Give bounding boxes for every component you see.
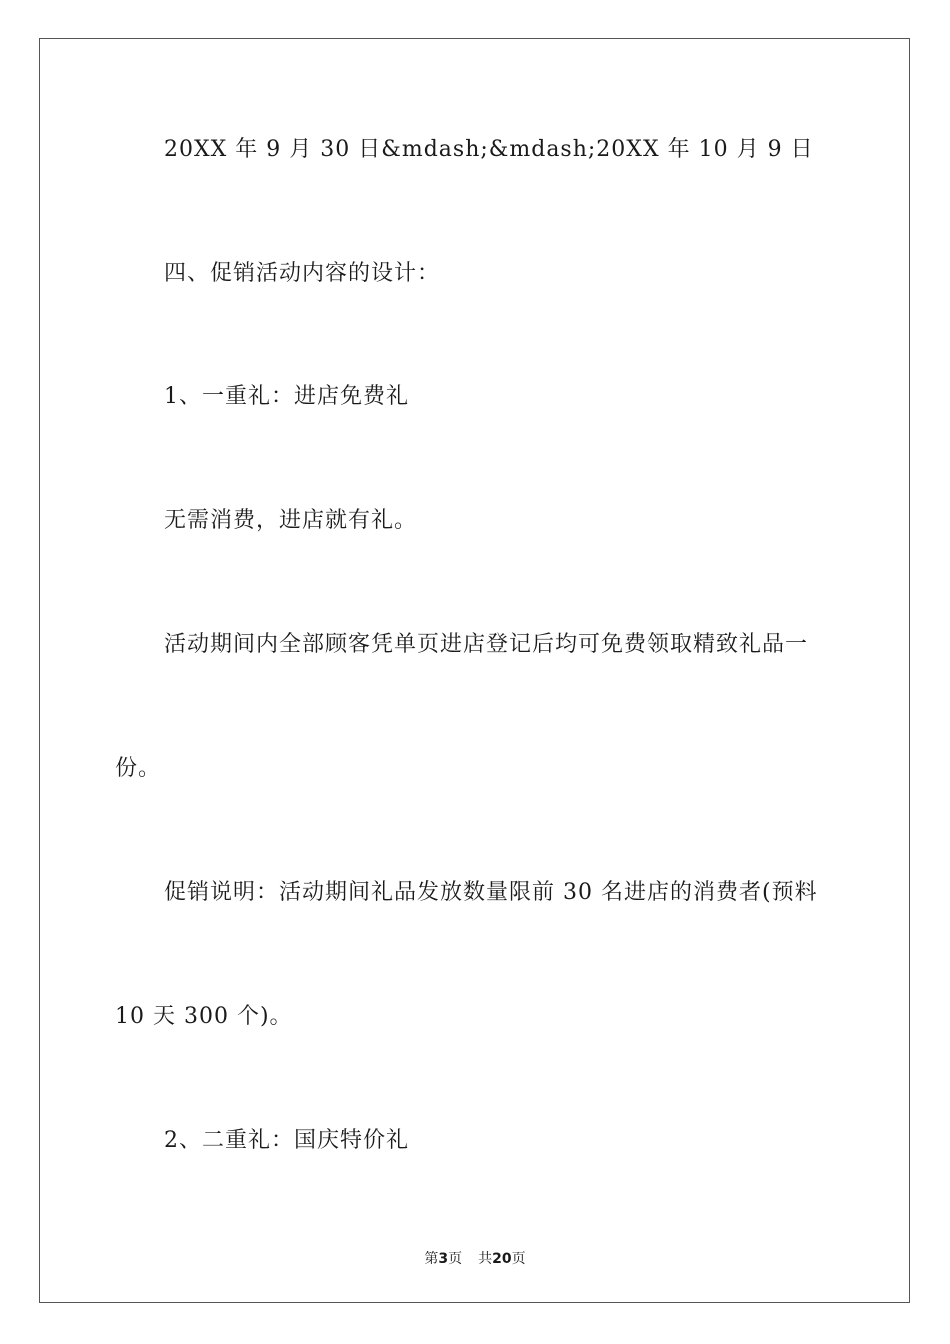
section-heading: 四、促销活动内容的设计： bbox=[164, 261, 441, 286]
total-prefix: 共 bbox=[478, 1251, 493, 1267]
page-number: 3 bbox=[438, 1251, 449, 1267]
page-suffix: 页 bbox=[448, 1251, 463, 1267]
gift-item-heading: 2、二重礼：国庆特价礼 bbox=[164, 1128, 409, 1153]
date-range-line: 20XX 年 9 月 30 日&mdash;&mdash;20XX 年 10 月 9 日 bbox=[164, 137, 814, 162]
page-frame bbox=[39, 38, 910, 1303]
body-paragraph-continuation: 份。 bbox=[115, 756, 162, 781]
total-suffix: 页 bbox=[511, 1251, 526, 1267]
gift-item-heading: 1、一重礼：进店免费礼 bbox=[164, 384, 409, 409]
page-prefix: 第 bbox=[424, 1251, 439, 1267]
page-footer bbox=[0, 1248, 950, 1268]
body-paragraph-continuation: 10 天 300 个)。 bbox=[115, 1004, 293, 1029]
body-paragraph: 活动期间内全部顾客凭单页进店登记后均可免费领取精致礼品一 bbox=[164, 632, 809, 657]
body-paragraph: 无需消费，进店就有礼。 bbox=[164, 508, 418, 533]
total-pages: 20 bbox=[492, 1251, 512, 1267]
body-paragraph: 促销说明：活动期间礼品发放数量限前 30 名进店的消费者(预料 bbox=[164, 880, 818, 905]
